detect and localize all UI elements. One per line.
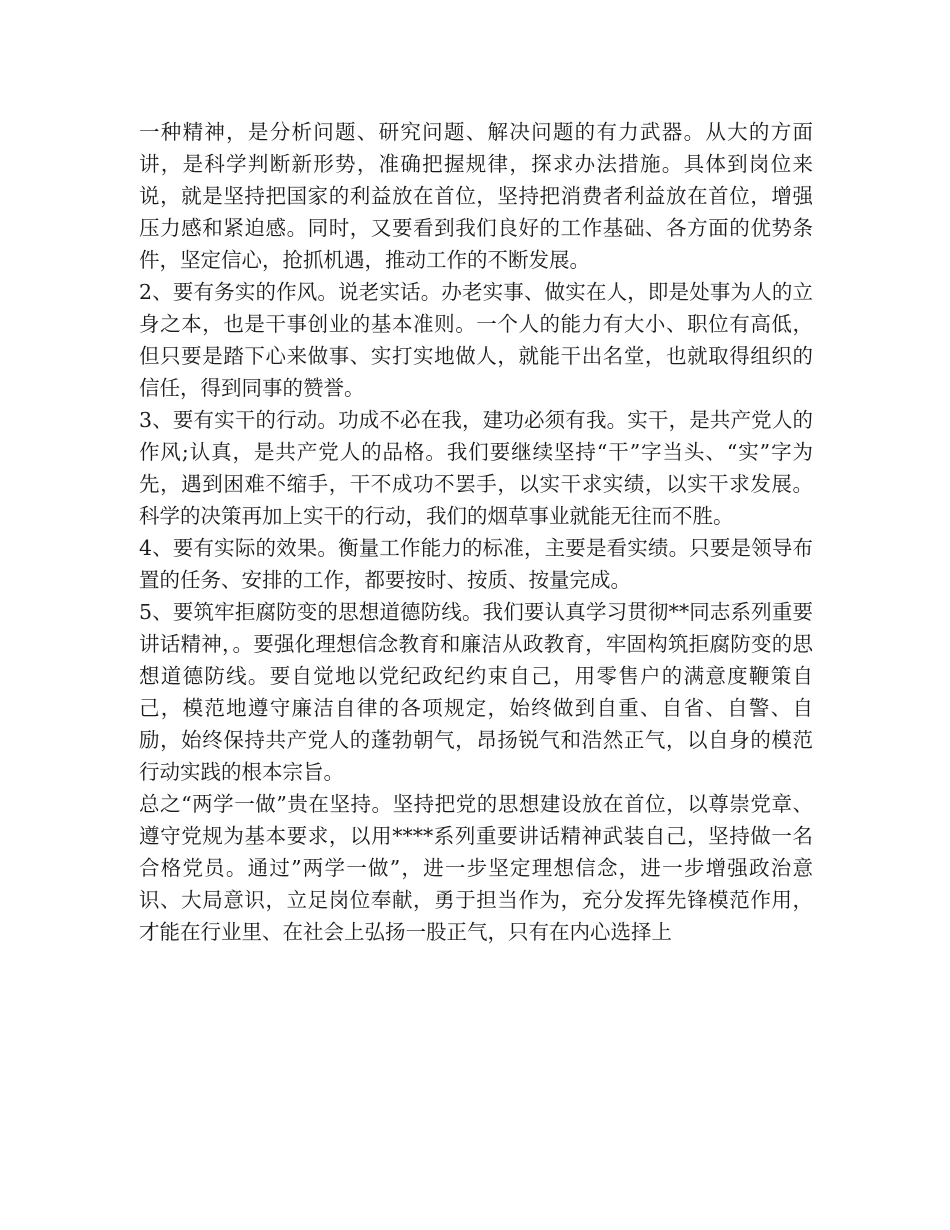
document-page	[139, 116, 813, 948]
paragraph-summary: 总之“两学一做”贵在坚持。坚持把党的思想建设放在首位，以尊崇党章、遵守党规为基本要求，以用****系列重要讲话精神武装自己，坚持做一名合格党员。通过”两学一做”，进一步坚定理想信念，进一步增强政治意识、大局意识，立足岗位奉献，勇于担当作为，充分发挥先锋模范作用，才能在行业里、在社会上弘扬一股正气，只有在内心选择上	[139, 792, 813, 944]
paragraph-point-4: 4、要有实际的效果。衡量工作能力的标准，主要是看实绩。只要是领导布置的任务、安排的工作，都要按时、按质、按量完成。	[139, 536, 813, 592]
paragraph-point-3: 3、要有实干的行动。功成不必在我，建功必须有我。实干，是共产党人的作风;认真，是共产党人的品格。我们要继续坚持“干”字当头、“实”字为先，遇到困难不缩手，干不成功不罢手，以实干求实绩，以实干求发展。科学的决策再加上实干的行动，我们的烟草事业就能无往而不胜。	[139, 408, 813, 528]
paragraph-point-5: 5、要筑牢拒腐防变的思想道德防线。我们要认真学习贯彻**同志系列重要讲话精神，。要强化理想信念教育和廉洁从政教育，牢固构筑拒腐防变的思想道德防线。要自觉地以党纪政纪约束自己，用零售户的满意度鞭策自己，模范地遵守廉洁自律的各项规定，始终做到自重、自省、自警、自励，始终保持共产党人的蓬勃朝气，昂扬锐气和浩然正气，以自身的模范行动实践的根本宗旨。	[139, 600, 813, 784]
paragraph-point-2: 2、要有务实的作风。说老实话。办老实事、做实在人，即是处事为人的立身之本，也是干事创业的基本准则。一个人的能力有大小、职位有高低，但只要是踏下心来做事、实打实地做人，就能干出名堂，也就取得组织的信任，得到同事的赞誉。	[139, 280, 813, 400]
paragraph-intro: 一种精神，是分析问题、研究问题、解决问题的有力武器。从大的方面讲，是科学判断新形势，准确把握规律，探求办法措施。具体到岗位来说，就是坚持把国家的利益放在首位，坚持把消费者利益放在首位，增强压力感和紧迫感。同时，又要看到我们良好的工作基础、各方面的优势条件，坚定信心，抢抓机遇，推动工作的不断发展。	[139, 120, 813, 272]
